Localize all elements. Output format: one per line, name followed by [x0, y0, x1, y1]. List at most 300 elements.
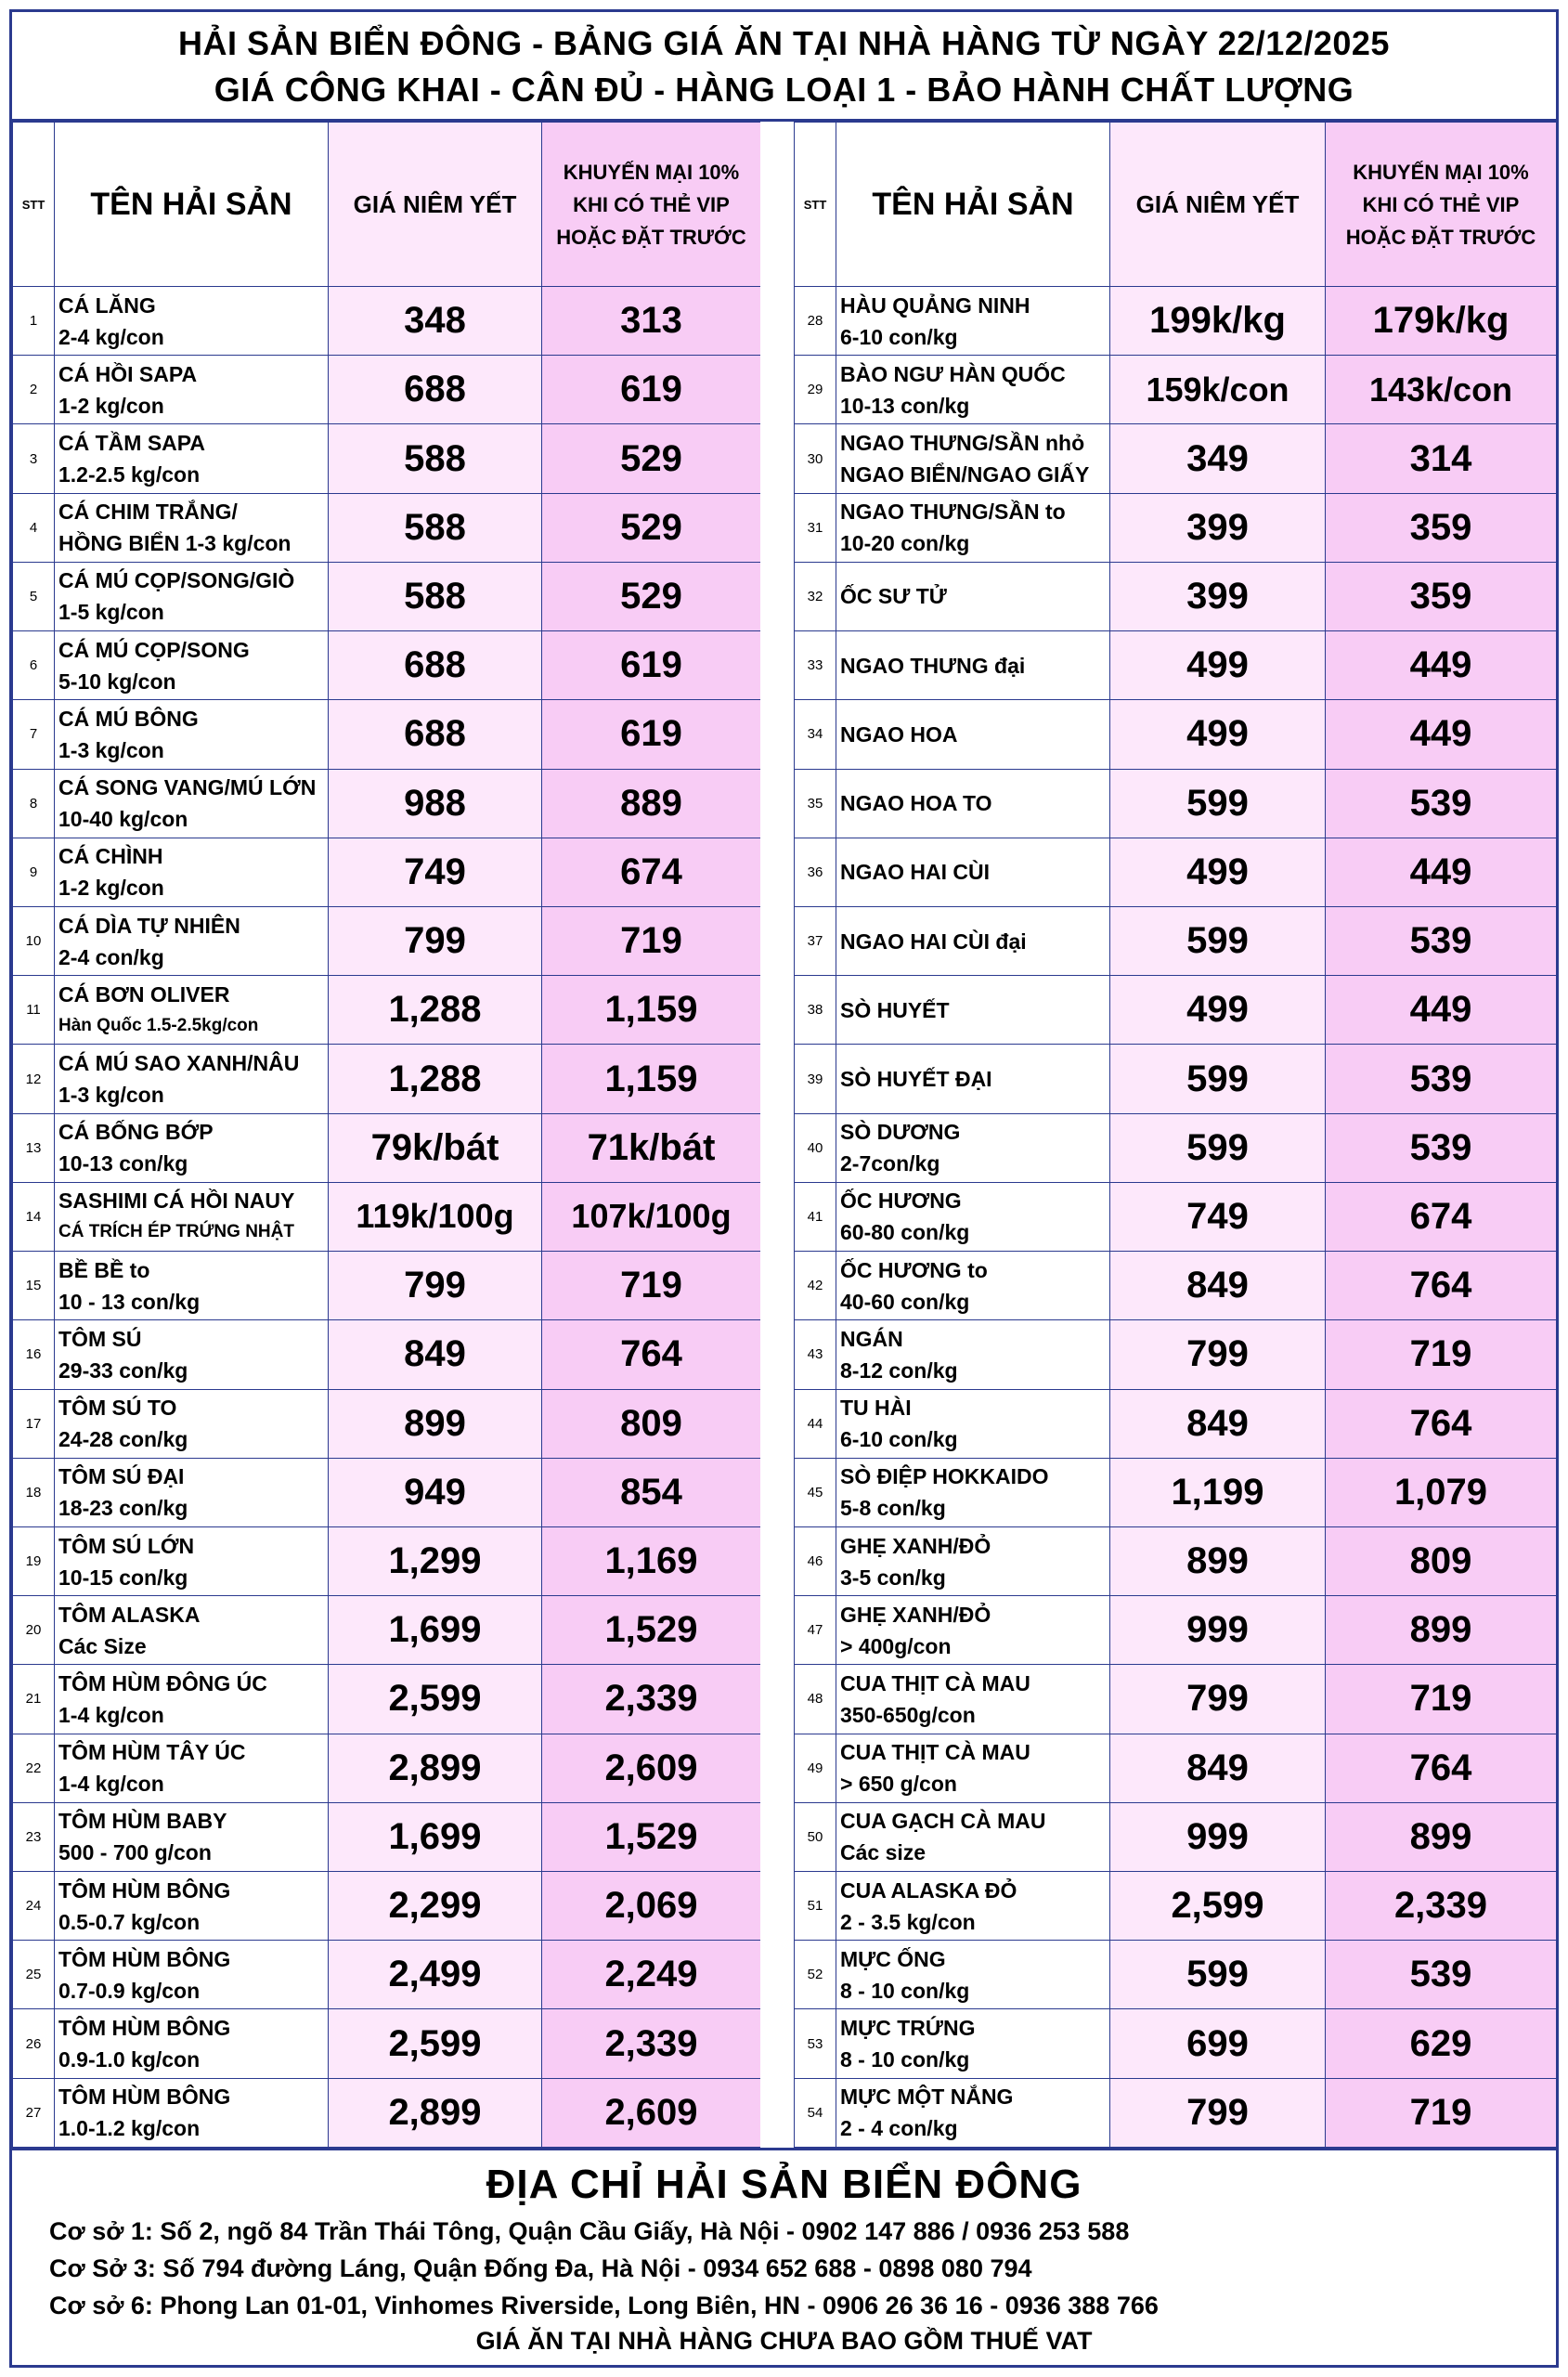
column-header-promo [1326, 123, 1557, 287]
item-name-cell [55, 1113, 329, 1182]
promo-price: 1,169 [542, 1526, 761, 1595]
item-name-cell [55, 838, 329, 906]
listed-price: 799 [1110, 1665, 1326, 1734]
listed-price: 949 [329, 1458, 542, 1526]
table-row [795, 769, 1557, 838]
item-name-cell [836, 1665, 1110, 1734]
item-name-cell [836, 287, 1110, 356]
row-number: 24 [13, 1872, 55, 1941]
row-number: 38 [795, 976, 836, 1045]
listed-price: 849 [1110, 1734, 1326, 1802]
table-row [13, 1113, 761, 1182]
item-name-cell [55, 906, 329, 975]
footer-address [12, 2148, 1556, 2365]
item-name: NGAO HAI CÙI đại [840, 929, 1027, 954]
listed-price: 688 [329, 631, 542, 700]
item-name-cell [55, 1389, 329, 1458]
item-name-cell [836, 906, 1110, 975]
item-size: 8 - 10 con/kg [840, 2047, 970, 2072]
listed-price: 688 [329, 700, 542, 769]
item-size: 2 - 3.5 kg/con [840, 1909, 976, 1934]
item-name-cell [55, 493, 329, 562]
item-size: 1.2-2.5 kg/con [58, 462, 201, 487]
item-size: 3-5 con/kg [840, 1565, 946, 1590]
row-number: 28 [795, 287, 836, 356]
table-row [795, 2009, 1557, 2078]
table-row [13, 769, 761, 838]
promo-price: 889 [542, 769, 761, 838]
row-number: 14 [13, 1182, 55, 1251]
table-row [13, 2078, 761, 2147]
column-header-name: TÊN HẢI SẢN [55, 123, 329, 287]
item-name: SÒ ĐIỆP HOKKAIDO [840, 1464, 1049, 1489]
item-name-cell [836, 562, 1110, 630]
listed-price: 599 [1110, 906, 1326, 975]
table-row [13, 976, 761, 1045]
row-number: 7 [13, 700, 55, 769]
item-name-cell [55, 1596, 329, 1665]
table-row [795, 287, 1557, 356]
item-name: NGÁN [840, 1326, 903, 1351]
promo-price: 539 [1326, 769, 1557, 838]
promo-price: 674 [1326, 1182, 1557, 1251]
row-number: 30 [795, 424, 836, 493]
column-header-name: TÊN HẢI SẢN [836, 123, 1110, 287]
item-name-cell [836, 424, 1110, 493]
row-number: 18 [13, 1458, 55, 1526]
row-number: 12 [13, 1045, 55, 1113]
promo-price: 619 [542, 356, 761, 424]
row-number: 17 [13, 1389, 55, 1458]
promo-header-line3: HOẶC ĐẶT TRƯỚC [1345, 225, 1536, 249]
item-name: MỰC MỘT NẮNG [840, 2085, 1014, 2110]
promo-price: 2,339 [1326, 1872, 1557, 1941]
table-row [13, 1320, 761, 1389]
listed-price: 399 [1110, 493, 1326, 562]
row-number: 40 [795, 1113, 836, 1182]
table-row [13, 1665, 761, 1734]
item-size: 0.9-1.0 kg/con [58, 2047, 201, 2072]
item-name-cell [836, 1182, 1110, 1251]
listed-price: 849 [1110, 1252, 1326, 1320]
item-name: BỀ BỀ to [58, 1257, 150, 1282]
row-number: 27 [13, 2078, 55, 2147]
row-number: 46 [795, 1526, 836, 1595]
item-size: 6-10 con/kg [840, 1427, 958, 1452]
row-number: 21 [13, 1665, 55, 1734]
promo-price: 619 [542, 700, 761, 769]
row-number: 16 [13, 1320, 55, 1389]
listed-price: 2,299 [329, 1872, 542, 1941]
item-name: CÁ MÚ SAO XANH/NÂU [58, 1051, 300, 1076]
promo-price: 529 [542, 493, 761, 562]
row-number: 47 [795, 1596, 836, 1665]
listed-price: 899 [1110, 1526, 1326, 1595]
item-size: 10-20 con/kg [840, 531, 970, 556]
table-row [795, 562, 1557, 630]
table-row [795, 1596, 1557, 1665]
promo-price: 539 [1326, 1113, 1557, 1182]
table-row [795, 700, 1557, 769]
promo-price: 539 [1326, 906, 1557, 975]
table-header-row [795, 123, 1557, 287]
item-name-cell [836, 356, 1110, 424]
row-number: 4 [13, 493, 55, 562]
promo-price: 2,069 [542, 1872, 761, 1941]
table-row [795, 631, 1557, 700]
table-row [13, 1389, 761, 1458]
item-name: CÁ CHIM TRẮNG/ [58, 500, 238, 525]
price-table-left [12, 122, 761, 2148]
table-row [13, 1458, 761, 1526]
item-name-cell [55, 1045, 329, 1113]
item-size: 10 - 13 con/kg [58, 1289, 201, 1314]
row-number: 36 [795, 838, 836, 906]
promo-price: 107k/100g [542, 1182, 761, 1251]
row-number: 32 [795, 562, 836, 630]
listed-price: 749 [1110, 1182, 1326, 1251]
table-row [795, 1526, 1557, 1595]
row-number: 37 [795, 906, 836, 975]
table-row [13, 1802, 761, 1871]
promo-price: 674 [542, 838, 761, 906]
item-size: 29-33 con/kg [58, 1357, 188, 1383]
row-number: 34 [795, 700, 836, 769]
promo-price: 539 [1326, 1045, 1557, 1113]
item-name: CUA THỊT CÀ MAU [840, 1740, 1030, 1765]
table-row [13, 1252, 761, 1320]
page-subtitle: GIÁ CÔNG KHAI - CÂN ĐỦ - HÀNG LOẠI 1 - BẢO HÀNH CHẤT LƯỢNG [214, 71, 1354, 109]
vat-note: GIÁ ĂN TẠI NHÀ HÀNG CHƯA BAO GỒM THUẾ VAT [475, 2327, 1093, 2355]
item-name: TÔM HÙM BÔNG [58, 1946, 231, 1971]
row-number: 10 [13, 906, 55, 975]
item-name-cell [55, 1734, 329, 1802]
item-name-cell [55, 700, 329, 769]
promo-header-line2: KHI CÓ THẺ VIP [573, 192, 730, 216]
listed-price: 399 [1110, 562, 1326, 630]
promo-price: 809 [1326, 1526, 1557, 1595]
listed-price: 79k/bát [329, 1113, 542, 1182]
item-name: TÔM HÙM BABY [58, 1809, 227, 1834]
promo-price: 764 [542, 1320, 761, 1389]
row-number: 29 [795, 356, 836, 424]
address-branch-6: Cơ sở 6: Phong Lan 01-01, Vinhomes Riverside, Long Biên, HN - 0906 26 36 16 - 0936 388 766 [49, 2292, 1159, 2319]
item-name-cell [55, 631, 329, 700]
column-header-price: GIÁ NIÊM YẾT [1110, 123, 1326, 287]
listed-price: 2,499 [329, 1941, 542, 2009]
row-number: 13 [13, 1113, 55, 1182]
table-row [795, 1045, 1557, 1113]
item-name: ỐC SƯ TỬ [840, 584, 947, 609]
promo-price: 2,609 [542, 1734, 761, 1802]
promo-price: 314 [1326, 424, 1557, 493]
table-row [795, 1320, 1557, 1389]
address-branch-1: Cơ sở 1: Số 2, ngõ 84 Trần Thái Tông, Quận Cầu Giấy, Hà Nội - 0902 147 886 / 0936 253 588 [49, 2217, 1130, 2245]
item-name-cell [836, 1802, 1110, 1871]
item-name: NGAO THƯNG/SẦN nhỏ [840, 431, 1085, 456]
item-size: 2 - 4 con/kg [840, 2116, 958, 2141]
listed-price: 988 [329, 769, 542, 838]
item-name-cell [836, 1389, 1110, 1458]
promo-header-line2: KHI CÓ THẺ VIP [1362, 192, 1520, 216]
item-name: TÔM HÙM BÔNG [58, 1877, 231, 1903]
item-name-cell [836, 700, 1110, 769]
listed-price: 849 [1110, 1389, 1326, 1458]
listed-price: 1,199 [1110, 1458, 1326, 1526]
item-name-cell [836, 631, 1110, 700]
item-name-cell [55, 1802, 329, 1871]
price-table-right [794, 122, 1557, 2148]
promo-price: 899 [1326, 1802, 1557, 1871]
item-size: 2-4 kg/con [58, 324, 164, 349]
item-name-cell [55, 1526, 329, 1595]
item-name-cell [55, 424, 329, 493]
table-row [795, 1182, 1557, 1251]
item-name: TÔM SÚ LỚN [58, 1533, 195, 1558]
listed-price: 899 [329, 1389, 542, 1458]
promo-price: 71k/bát [542, 1113, 761, 1182]
item-name: MỰC ỐNG [840, 1946, 946, 1971]
listed-price: 119k/100g [329, 1182, 542, 1251]
row-number: 25 [13, 1941, 55, 2009]
item-size: 2-7con/kg [840, 1151, 940, 1176]
promo-price: 1,079 [1326, 1458, 1557, 1526]
table-row [795, 976, 1557, 1045]
item-name-cell [836, 1526, 1110, 1595]
item-size: Các Size [58, 1633, 147, 1658]
table-row [795, 1113, 1557, 1182]
item-name: CÁ DÌA TỰ NHIÊN [58, 913, 240, 938]
item-name-cell [836, 1941, 1110, 2009]
item-size: 0.5-0.7 kg/con [58, 1909, 201, 1934]
listed-price: 2,599 [1110, 1872, 1326, 1941]
row-number: 3 [13, 424, 55, 493]
row-number: 6 [13, 631, 55, 700]
table-row [13, 424, 761, 493]
table-row [795, 1458, 1557, 1526]
item-size: 10-40 kg/con [58, 807, 188, 832]
item-size: 10-13 con/kg [58, 1151, 188, 1176]
item-name-cell [55, 1872, 329, 1941]
item-name: NGAO HAI CÙI [840, 860, 990, 885]
item-name-cell [55, 769, 329, 838]
listed-price: 999 [1110, 1596, 1326, 1665]
table-row [795, 1734, 1557, 1802]
item-name: ỐC HƯƠNG to [840, 1257, 988, 1282]
row-number: 23 [13, 1802, 55, 1871]
promo-price: 449 [1326, 838, 1557, 906]
row-number: 52 [795, 1941, 836, 2009]
item-size: 5-8 con/kg [840, 1496, 946, 1521]
row-number: 8 [13, 769, 55, 838]
listed-price: 849 [329, 1320, 542, 1389]
item-name: CÁ HỒI SAPA [58, 361, 198, 386]
item-size: 500 - 700 g/con [58, 1840, 212, 1865]
row-number: 44 [795, 1389, 836, 1458]
item-name-cell [836, 838, 1110, 906]
item-name: TÔM SÚ ĐẠI [58, 1464, 185, 1489]
item-name: HÀU QUẢNG NINH [840, 292, 1030, 318]
listed-price: 499 [1110, 631, 1326, 700]
item-name: CÁ SONG VANG/MÚ LỚN [58, 775, 317, 800]
listed-price: 599 [1110, 1941, 1326, 2009]
table-row [795, 424, 1557, 493]
table-row [13, 1182, 761, 1251]
row-number: 26 [13, 2009, 55, 2078]
table-row [795, 1389, 1557, 1458]
promo-price: 529 [542, 562, 761, 630]
table-row [795, 356, 1557, 424]
row-number: 54 [795, 2078, 836, 2147]
row-number: 19 [13, 1526, 55, 1595]
row-number: 48 [795, 1665, 836, 1734]
column-header-stt: STT [795, 123, 836, 287]
promo-price: 359 [1326, 562, 1557, 630]
row-number: 51 [795, 1872, 836, 1941]
listed-price: 349 [1110, 424, 1326, 493]
item-name-cell [55, 1182, 329, 1251]
table-row [795, 493, 1557, 562]
item-size: 40-60 con/kg [840, 1289, 970, 1314]
table-row [13, 631, 761, 700]
listed-price: 1,699 [329, 1802, 542, 1871]
listed-price: 999 [1110, 1802, 1326, 1871]
listed-price: 348 [329, 287, 542, 356]
promo-price: 764 [1326, 1252, 1557, 1320]
row-number: 11 [13, 976, 55, 1045]
promo-price: 539 [1326, 1941, 1557, 2009]
item-name: CUA GẠCH CÀ MAU [840, 1809, 1046, 1834]
item-name-cell [836, 1458, 1110, 1526]
item-name: TÔM ALASKA [58, 1602, 201, 1627]
promo-price: 629 [1326, 2009, 1557, 2078]
item-name-cell [55, 287, 329, 356]
promo-price: 719 [542, 1252, 761, 1320]
promo-price: 719 [1326, 1665, 1557, 1734]
listed-price: 2,599 [329, 2009, 542, 2078]
item-name-cell [836, 1872, 1110, 1941]
item-name-cell [836, 1252, 1110, 1320]
item-name: CÁ MÚ BÔNG [58, 706, 199, 731]
item-size: 2-4 con/kg [58, 944, 164, 969]
footer-title: ĐỊA CHỈ HẢI SẢN BIỂN ĐÔNG [486, 2162, 1082, 2207]
item-name-cell [55, 1252, 329, 1320]
item-name-cell [836, 2009, 1110, 2078]
promo-price: 449 [1326, 976, 1557, 1045]
item-name: NGAO HOA [840, 721, 958, 747]
row-number: 49 [795, 1734, 836, 1802]
promo-price: 313 [542, 287, 761, 356]
listed-price: 599 [1110, 1113, 1326, 1182]
item-name: TÔM HÙM BÔNG [58, 2016, 231, 2041]
item-size: NGAO BIỂN/NGAO GIẤY [840, 462, 1090, 487]
listed-price: 1,288 [329, 1045, 542, 1113]
item-name: TÔM SÚ [58, 1326, 142, 1351]
item-size: Các size [840, 1840, 927, 1865]
table-row [795, 906, 1557, 975]
row-number: 31 [795, 493, 836, 562]
table-row [795, 1252, 1557, 1320]
item-name-cell [836, 493, 1110, 562]
table-header-row [13, 123, 761, 287]
item-size: 60-80 con/kg [840, 1220, 970, 1245]
listed-price: 2,599 [329, 1665, 542, 1734]
address-branch-3: Cơ Sở 3: Số 794 đường Láng, Quận Đống Đa, Hà Nội - 0934 652 688 - 0898 080 794 [49, 2254, 1032, 2282]
table-row [795, 1872, 1557, 1941]
listed-price: 499 [1110, 700, 1326, 769]
listed-price: 1,699 [329, 1596, 542, 1665]
listed-price: 799 [1110, 1320, 1326, 1389]
item-size: 1-2 kg/con [58, 876, 164, 901]
item-name-cell [836, 1113, 1110, 1182]
item-size: > 400g/con [840, 1633, 952, 1658]
row-number: 50 [795, 1802, 836, 1871]
price-board [9, 9, 1559, 2368]
listed-price: 749 [329, 838, 542, 906]
item-size: 1-3 kg/con [58, 737, 164, 762]
promo-header-line1: KHUYẾN MẠI 10% [563, 160, 740, 184]
table-row [13, 906, 761, 975]
table-row [795, 1941, 1557, 2009]
table-row [13, 1045, 761, 1113]
column-header-stt: STT [13, 123, 55, 287]
item-name: CÁ TẦM SAPA [58, 431, 206, 456]
item-size: 10-15 con/kg [58, 1565, 188, 1590]
item-name: SÒ DƯƠNG [840, 1120, 961, 1145]
table-row [13, 1941, 761, 2009]
item-name-cell [836, 769, 1110, 838]
item-name-cell [55, 2078, 329, 2147]
promo-price: 1,529 [542, 1802, 761, 1871]
item-name-cell [836, 1320, 1110, 1389]
item-size: 8-12 con/kg [840, 1357, 958, 1383]
page-title: HẢI SẢN BIỂN ĐÔNG - BẢNG GIÁ ĂN TẠI NHÀ HÀNG TỪ NGÀY 22/12/2025 [178, 24, 1390, 62]
item-name: CÁ MÚ CỌP/SONG/GIÒ [58, 568, 295, 593]
row-number: 53 [795, 2009, 836, 2078]
row-number: 9 [13, 838, 55, 906]
listed-price: 799 [329, 1252, 542, 1320]
item-name: TÔM HÙM ĐÔNG ÚC [58, 1670, 267, 1695]
item-size: CÁ TRÍCH ÉP TRỨNG NHẬT [58, 1222, 294, 1242]
promo-price: 1,159 [542, 1045, 761, 1113]
row-number: 41 [795, 1182, 836, 1251]
item-size: 24-28 con/kg [58, 1427, 188, 1452]
item-size: 18-23 con/kg [58, 1496, 188, 1521]
item-size: 6-10 con/kg [840, 324, 958, 349]
promo-price: 719 [1326, 1320, 1557, 1389]
item-size: 1-2 kg/con [58, 393, 164, 418]
item-size: 1-5 kg/con [58, 600, 164, 625]
promo-price: 179k/kg [1326, 287, 1557, 356]
item-name: NGAO HOA TO [840, 791, 992, 816]
table-row [13, 287, 761, 356]
table-row [13, 2009, 761, 2078]
promo-price: 449 [1326, 700, 1557, 769]
item-size: 350-650g/con [840, 1702, 976, 1727]
row-number: 33 [795, 631, 836, 700]
item-size: HỒNG BIỂN 1-3 kg/con [58, 531, 292, 556]
listed-price: 2,899 [329, 1734, 542, 1802]
item-name-cell [836, 1596, 1110, 1665]
table-row [13, 562, 761, 630]
item-size: 10-13 con/kg [840, 393, 970, 418]
promo-price: 1,529 [542, 1596, 761, 1665]
item-name-cell [55, 1941, 329, 2009]
item-size: 1.0-1.2 kg/con [58, 2116, 201, 2141]
item-name-cell [836, 2078, 1110, 2147]
item-name: TU HÀI [840, 1396, 912, 1421]
promo-price: 529 [542, 424, 761, 493]
